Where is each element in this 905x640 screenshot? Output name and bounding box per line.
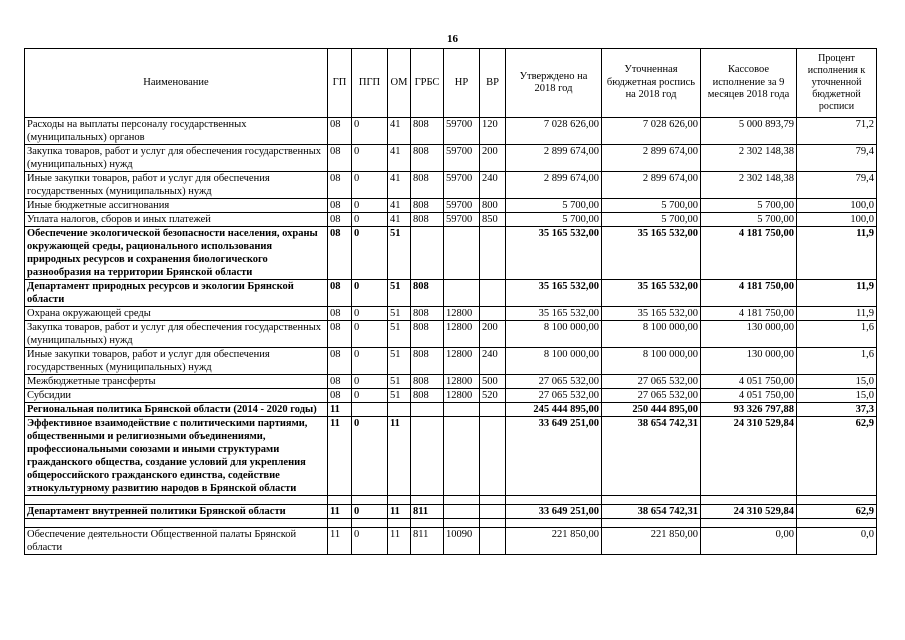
column-header: ВР [480, 49, 506, 118]
cell-pgp: 0 [352, 145, 388, 172]
cell-gp: 08 [328, 348, 352, 375]
cell-om: 41 [388, 172, 411, 199]
cell-cash: 5 700,00 [701, 199, 797, 213]
table-row [25, 118, 877, 145]
cell-percent: 15,0 [797, 389, 877, 403]
cell-vr: 240 [480, 172, 506, 199]
cell-gp: 11 [328, 505, 352, 519]
cell-grbs: 808 [411, 145, 444, 172]
cell-name: Закупка товаров, работ и услуг для обеспечения государственных (муниципальных) нужд [25, 321, 328, 348]
cell-pgp: 0 [352, 321, 388, 348]
cell-vr [480, 403, 506, 417]
cell-grbs [411, 417, 444, 496]
column-header: Кассовое исполнение за 9 месяцев 2018 года [701, 49, 797, 118]
table-row [25, 145, 877, 172]
cell-grbs: 808 [411, 213, 444, 227]
cell-refined: 38 654 742,31 [602, 505, 701, 519]
cell-pgp: 0 [352, 528, 388, 555]
cell-pgp: 0 [352, 172, 388, 199]
cell-cash: 2 302 148,38 [701, 145, 797, 172]
cell-cash: 93 326 797,88 [701, 403, 797, 417]
cell-refined: 5 700,00 [602, 199, 701, 213]
cell-cash: 4 051 750,00 [701, 375, 797, 389]
cell-vr: 520 [480, 389, 506, 403]
cell-percent: 71,2 [797, 118, 877, 145]
spacer-cell [506, 519, 602, 528]
cell-cash: 4 051 750,00 [701, 389, 797, 403]
cell-vr [480, 280, 506, 307]
cell-vr: 850 [480, 213, 506, 227]
cell-grbs: 808 [411, 199, 444, 213]
cell-approved: 8 100 000,00 [506, 321, 602, 348]
cell-pgp: 0 [352, 199, 388, 213]
spacer-cell [480, 496, 506, 505]
cell-refined: 221 850,00 [602, 528, 701, 555]
spacer-cell [411, 496, 444, 505]
cell-percent: 1,6 [797, 348, 877, 375]
cell-om: 11 [388, 505, 411, 519]
cell-grbs [411, 403, 444, 417]
cell-approved: 33 649 251,00 [506, 417, 602, 496]
cell-cash: 5 000 893,79 [701, 118, 797, 145]
table-row [25, 321, 877, 348]
column-header: ГП [328, 49, 352, 118]
column-header: НР [444, 49, 480, 118]
spacer-cell [328, 519, 352, 528]
cell-cash: 4 181 750,00 [701, 307, 797, 321]
cell-pgp: 0 [352, 348, 388, 375]
cell-om: 41 [388, 118, 411, 145]
column-header: Процент исполнения к уточненной бюджетной росписи [797, 49, 877, 118]
cell-refined: 7 028 626,00 [602, 118, 701, 145]
spacer-row [25, 496, 877, 505]
cell-vr [480, 505, 506, 519]
cell-cash: 0,00 [701, 528, 797, 555]
cell-gp: 08 [328, 389, 352, 403]
cell-om: 11 [388, 528, 411, 555]
cell-name: Эффективное взаимодействие с политическими партиями, общественными и религиозными объединениями, профессиональными союзами и иными структурами гражданского общества, создание условий для укрепления общероссийского гражданского единства, содействие этнокультурному развитию народов в Брянской области [25, 417, 328, 496]
cell-pgp: 0 [352, 118, 388, 145]
cell-gp: 08 [328, 227, 352, 280]
spacer-cell [352, 496, 388, 505]
cell-name: Межбюджетные трансферты [25, 375, 328, 389]
cell-name: Иные закупки товаров, работ и услуг для обеспечения государственных (муниципальных) нужд [25, 348, 328, 375]
cell-nr: 59700 [444, 199, 480, 213]
cell-refined: 35 165 532,00 [602, 227, 701, 280]
cell-percent: 11,9 [797, 227, 877, 280]
cell-om: 51 [388, 321, 411, 348]
cell-cash: 130 000,00 [701, 348, 797, 375]
cell-nr [444, 505, 480, 519]
cell-grbs: 808 [411, 321, 444, 348]
cell-nr [444, 417, 480, 496]
cell-vr: 200 [480, 321, 506, 348]
spacer-row [25, 519, 877, 528]
cell-grbs: 808 [411, 375, 444, 389]
cell-name: Уплата налогов, сборов и иных платежей [25, 213, 328, 227]
spacer-cell [352, 519, 388, 528]
cell-nr [444, 403, 480, 417]
cell-percent: 100,0 [797, 213, 877, 227]
cell-om: 51 [388, 348, 411, 375]
cell-approved: 35 165 532,00 [506, 307, 602, 321]
cell-pgp: 0 [352, 375, 388, 389]
cell-pgp: 0 [352, 307, 388, 321]
cell-percent: 11,9 [797, 307, 877, 321]
cell-name: Расходы на выплаты персоналу государственных (муниципальных) органов [25, 118, 328, 145]
cell-name: Обеспечение экологической безопасности населения, охраны окружающей среды, рационального использования природных ресурсов и сохранения биологического разнообразия на территории Брянской области [25, 227, 328, 280]
cell-name: Иные закупки товаров, работ и услуг для обеспечения государственных (муниципальных) нужд [25, 172, 328, 199]
cell-approved: 2 899 674,00 [506, 172, 602, 199]
spacer-cell [797, 496, 877, 505]
spacer-cell [480, 519, 506, 528]
cell-grbs [411, 227, 444, 280]
cell-vr: 200 [480, 145, 506, 172]
cell-approved: 27 065 532,00 [506, 375, 602, 389]
cell-grbs: 808 [411, 280, 444, 307]
cell-om [388, 403, 411, 417]
cell-percent: 0,0 [797, 528, 877, 555]
cell-approved: 27 065 532,00 [506, 389, 602, 403]
cell-gp: 08 [328, 280, 352, 307]
cell-percent: 11,9 [797, 280, 877, 307]
spacer-cell [701, 519, 797, 528]
cell-approved: 2 899 674,00 [506, 145, 602, 172]
cell-gp: 08 [328, 375, 352, 389]
cell-pgp: 0 [352, 227, 388, 280]
cell-pgp: 0 [352, 389, 388, 403]
table-row [25, 213, 877, 227]
cell-grbs: 808 [411, 307, 444, 321]
cell-refined: 35 165 532,00 [602, 307, 701, 321]
cell-vr: 120 [480, 118, 506, 145]
cell-gp: 08 [328, 118, 352, 145]
cell-nr: 12800 [444, 389, 480, 403]
spacer-cell [25, 496, 328, 505]
cell-approved: 221 850,00 [506, 528, 602, 555]
cell-nr [444, 280, 480, 307]
cell-gp: 11 [328, 528, 352, 555]
cell-nr: 12800 [444, 375, 480, 389]
cell-grbs: 808 [411, 118, 444, 145]
cell-cash: 5 700,00 [701, 213, 797, 227]
cell-vr: 240 [480, 348, 506, 375]
column-header: Наименование [25, 49, 328, 118]
cell-gp: 08 [328, 213, 352, 227]
cell-refined: 2 899 674,00 [602, 172, 701, 199]
cell-pgp [352, 403, 388, 417]
cell-gp: 11 [328, 417, 352, 496]
spacer-cell [506, 496, 602, 505]
column-header: Уточненная бюджетная роспись на 2018 год [602, 49, 701, 118]
cell-refined: 5 700,00 [602, 213, 701, 227]
spacer-cell [444, 496, 480, 505]
table-row [25, 375, 877, 389]
cell-gp: 08 [328, 321, 352, 348]
cell-percent: 15,0 [797, 375, 877, 389]
cell-refined: 2 899 674,00 [602, 145, 701, 172]
cell-grbs: 808 [411, 389, 444, 403]
cell-pgp: 0 [352, 280, 388, 307]
spacer-cell [701, 496, 797, 505]
page-number: 16 [447, 33, 458, 45]
table-header-row [25, 49, 877, 118]
cell-name: Региональная политика Брянской области (2014 - 2020 годы) [25, 403, 328, 417]
spacer-cell [388, 519, 411, 528]
cell-refined: 38 654 742,31 [602, 417, 701, 496]
cell-approved: 7 028 626,00 [506, 118, 602, 145]
cell-nr: 12800 [444, 348, 480, 375]
cell-approved: 33 649 251,00 [506, 505, 602, 519]
cell-pgp: 0 [352, 213, 388, 227]
cell-om: 51 [388, 280, 411, 307]
cell-approved: 8 100 000,00 [506, 348, 602, 375]
table-body [25, 118, 877, 555]
cell-om: 11 [388, 417, 411, 496]
cell-name: Охрана окружающей среды [25, 307, 328, 321]
cell-gp: 08 [328, 172, 352, 199]
cell-percent: 79,4 [797, 172, 877, 199]
column-header: Утверждено на 2018 год [506, 49, 602, 118]
cell-approved: 35 165 532,00 [506, 280, 602, 307]
cell-approved: 5 700,00 [506, 213, 602, 227]
cell-refined: 27 065 532,00 [602, 375, 701, 389]
spacer-cell [25, 519, 328, 528]
cell-nr: 59700 [444, 213, 480, 227]
cell-refined: 8 100 000,00 [602, 321, 701, 348]
spacer-cell [411, 519, 444, 528]
cell-percent: 1,6 [797, 321, 877, 348]
cell-nr: 10090 [444, 528, 480, 555]
cell-nr: 12800 [444, 307, 480, 321]
cell-percent: 79,4 [797, 145, 877, 172]
spacer-cell [602, 519, 701, 528]
cell-cash: 4 181 750,00 [701, 227, 797, 280]
table-row [25, 227, 877, 280]
cell-gp: 08 [328, 145, 352, 172]
cell-vr: 500 [480, 375, 506, 389]
cell-refined: 27 065 532,00 [602, 389, 701, 403]
spacer-cell [328, 496, 352, 505]
column-header: ГРБС [411, 49, 444, 118]
table-row [25, 172, 877, 199]
table-row [25, 528, 877, 555]
cell-approved: 35 165 532,00 [506, 227, 602, 280]
cell-gp: 08 [328, 199, 352, 213]
cell-vr: 800 [480, 199, 506, 213]
cell-percent: 100,0 [797, 199, 877, 213]
spacer-cell [444, 519, 480, 528]
cell-nr: 59700 [444, 172, 480, 199]
cell-name: Обеспечение деятельности Общественной палаты Брянской области [25, 528, 328, 555]
column-header: ПГП [352, 49, 388, 118]
cell-pgp: 0 [352, 417, 388, 496]
cell-nr: 59700 [444, 145, 480, 172]
cell-approved: 5 700,00 [506, 199, 602, 213]
cell-percent: 62,9 [797, 417, 877, 496]
cell-grbs: 811 [411, 528, 444, 555]
cell-cash: 2 302 148,38 [701, 172, 797, 199]
cell-name: Закупка товаров, работ и услуг для обеспечения государственных (муниципальных) нужд [25, 145, 328, 172]
cell-vr [480, 307, 506, 321]
table-row [25, 403, 877, 417]
cell-percent: 37,3 [797, 403, 877, 417]
table-row [25, 505, 877, 519]
column-header: ОМ [388, 49, 411, 118]
cell-percent: 62,9 [797, 505, 877, 519]
cell-pgp: 0 [352, 505, 388, 519]
cell-om: 51 [388, 375, 411, 389]
cell-om: 41 [388, 145, 411, 172]
table-row [25, 199, 877, 213]
cell-grbs: 811 [411, 505, 444, 519]
cell-name: Иные бюджетные ассигнования [25, 199, 328, 213]
spacer-cell [388, 496, 411, 505]
cell-cash: 24 310 529,84 [701, 417, 797, 496]
spacer-cell [602, 496, 701, 505]
cell-om: 41 [388, 199, 411, 213]
cell-om: 51 [388, 389, 411, 403]
cell-nr [444, 227, 480, 280]
spacer-cell [797, 519, 877, 528]
cell-name: Субсидии [25, 389, 328, 403]
cell-om: 41 [388, 213, 411, 227]
cell-vr [480, 417, 506, 496]
budget-table [24, 48, 877, 555]
cell-refined: 8 100 000,00 [602, 348, 701, 375]
cell-grbs: 808 [411, 348, 444, 375]
cell-vr [480, 528, 506, 555]
cell-cash: 4 181 750,00 [701, 280, 797, 307]
cell-nr: 12800 [444, 321, 480, 348]
cell-cash: 130 000,00 [701, 321, 797, 348]
cell-om: 51 [388, 227, 411, 280]
cell-grbs: 808 [411, 172, 444, 199]
table-row [25, 348, 877, 375]
cell-cash: 24 310 529,84 [701, 505, 797, 519]
cell-gp: 11 [328, 403, 352, 417]
cell-name: Департамент внутренней политики Брянской области [25, 505, 328, 519]
cell-name: Департамент природных ресурсов и экологии Брянской области [25, 280, 328, 307]
cell-om: 51 [388, 307, 411, 321]
table-row [25, 417, 877, 496]
cell-nr: 59700 [444, 118, 480, 145]
cell-approved: 245 444 895,00 [506, 403, 602, 417]
cell-gp: 08 [328, 307, 352, 321]
table-row [25, 307, 877, 321]
table-row [25, 389, 877, 403]
cell-vr [480, 227, 506, 280]
cell-refined: 35 165 532,00 [602, 280, 701, 307]
cell-refined: 250 444 895,00 [602, 403, 701, 417]
table-row [25, 280, 877, 307]
